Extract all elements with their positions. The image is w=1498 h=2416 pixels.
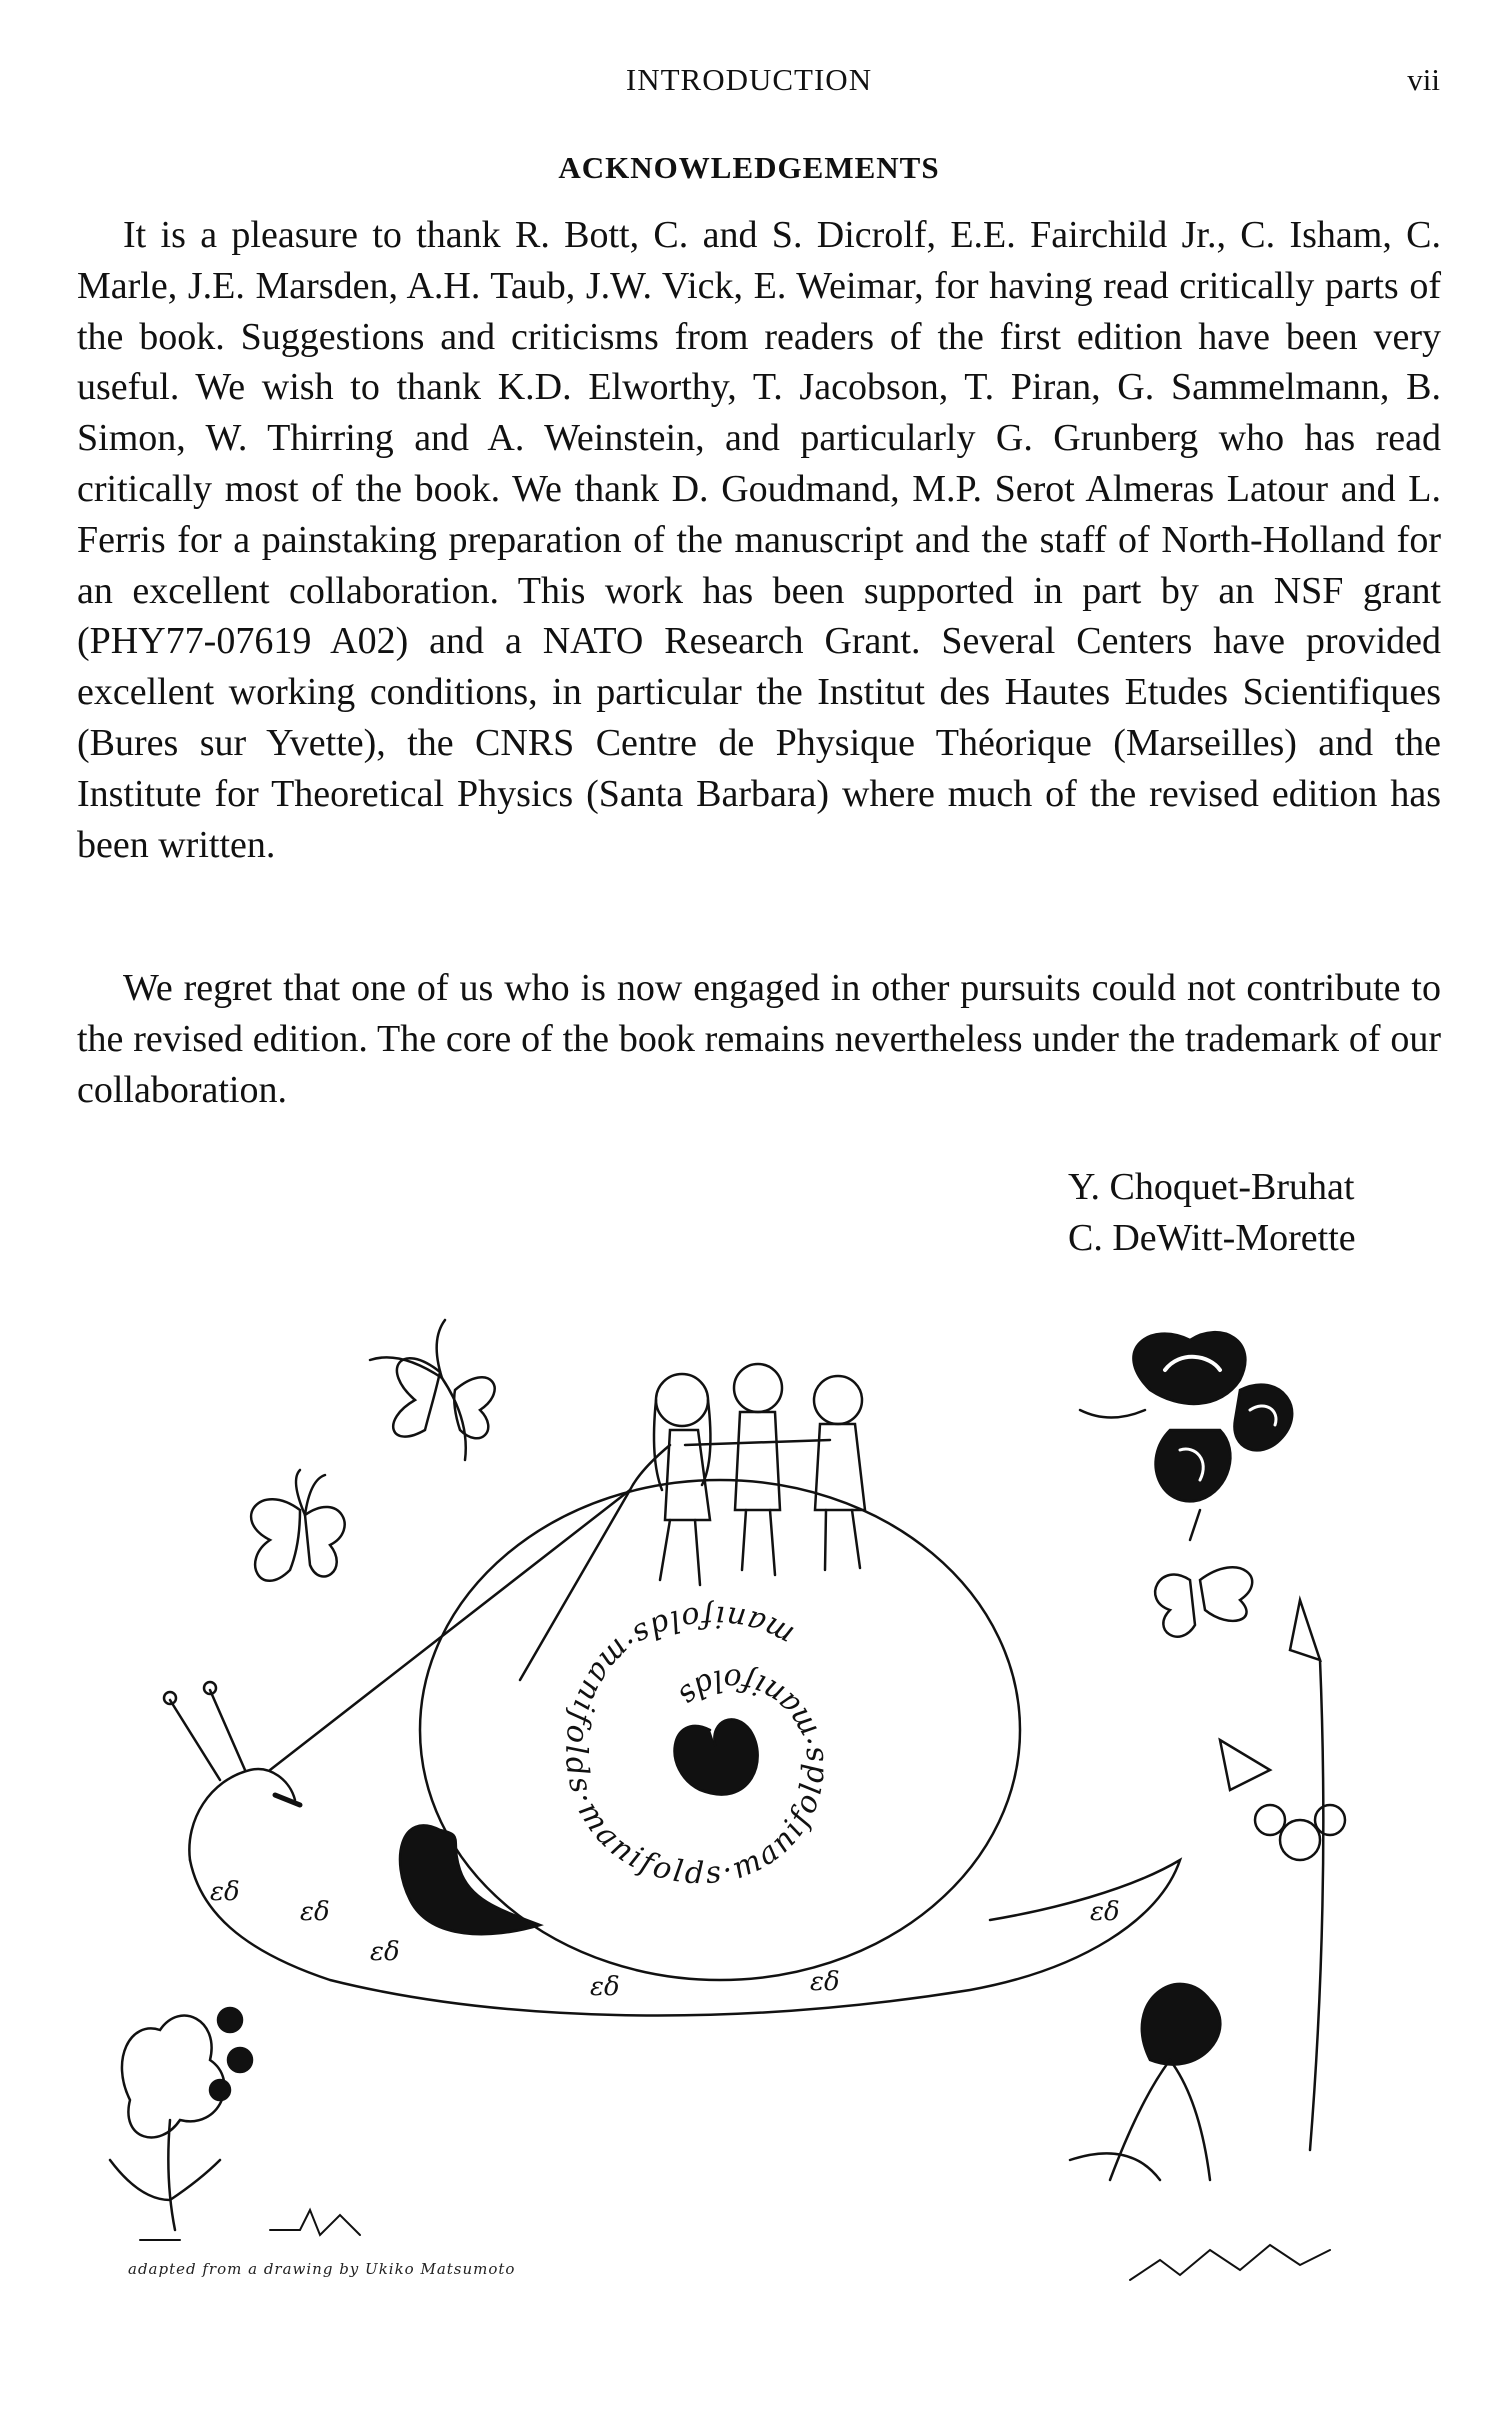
page-header [0,62,1498,102]
butterfly-icon [370,1320,495,1460]
butterfly-icon [1155,1567,1252,1636]
section-title: ACKNOWLEDGEMENTS [558,150,940,185]
shell-mark: εδ [810,1967,840,1997]
shell-mark: εδ [300,1897,330,1927]
illustration-credit: adapted from a drawing by Ukiko Matsumoto [128,2260,516,2278]
snail-illustration [70,1300,1450,2320]
ornate-butterfly-icon [1080,1332,1292,1540]
shell-mark: εδ [210,1877,240,1907]
butterfly-icon [251,1470,345,1581]
signatory-name: C. DeWitt-Morette [1068,1217,1356,1259]
snail-body [164,1682,1180,2015]
shell-mark: εδ [590,1972,620,2002]
signatory-name: Y. Choquet-Bruhat [1068,1166,1355,1208]
ornate-flower-icon [1070,1984,1220,2180]
page-number: vii [1407,62,1440,97]
paragraph-acknowledgements: It is a pleasure to thank R. Bott, C. and S. Dicrolf, E.E. Fairchild Jr., C. Isham, C. Marle, J.E. Marsden, A.H. Taub, J.W. Vick, E. Weimar, for having read critically parts of the book. Suggestions and criticisms from readers of the first edition have been very useful. We wish to thank K.D. Elworthy, T. Jacobson, T. Piran, G. Sammelmann, B. Simon, W. Thirring and A. Weinstein, and particularly G. Grunberg who has read critically most of the book. We thank D. Goudmand, M.P. Serot Almeras Latour and L. Ferris for a painstaking preparation of the manuscript and the staff of North-Holland for an excellent collaboration. This work has been supported in part by an NSF grant (PHY77-07619 A02) and a NATO Research Grant. Several Centers have provided excellent working conditions, in particular the Institut des Hautes Etudes Scientifiques (Bures sur Yvette), the CNRS Centre de Physique Théorique (Marseilles) and the Institute for Theoretical Physics (Santa Barbara) where much of the revised edition has been written. [77,214,1441,866]
running-head: INTRODUCTION [625,62,873,97]
leafy-plant-icon [110,2008,252,2230]
snail-shell [400,1480,1020,1980]
signature-block [1068,1162,1356,1264]
shell-mark: εδ [370,1937,400,1967]
paragraph-regret: We regret that one of us who is now engaged in other pursuits could not contribute to the revised edition. The core of the book remains nevertheless under the trademark of our collaboration. [77,967,1441,1111]
spiral-text: manifolds·manifolds·manifolds·manifolds·manifolds [557,1598,832,1892]
flower-plant-icon [1220,1600,1345,2150]
shell-mark: εδ [1090,1897,1120,1927]
